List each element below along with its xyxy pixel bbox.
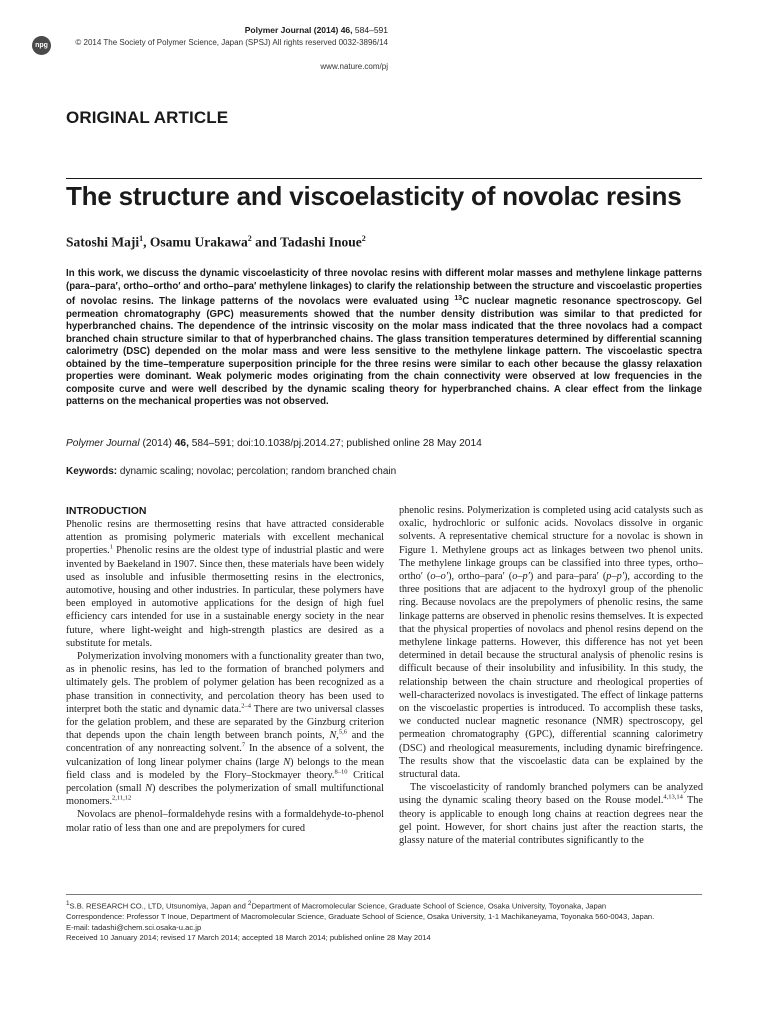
journal-year: (2014) xyxy=(313,25,339,35)
article-title: The structure and viscoelasticity of novolac resins xyxy=(66,181,682,211)
reference-link[interactable]: 4,13,14 xyxy=(663,794,683,802)
body-column-left xyxy=(66,518,384,835)
section-heading-introduction: INTRODUCTION xyxy=(66,505,147,517)
author-list xyxy=(66,234,366,251)
reference-link[interactable]: 8–10 xyxy=(334,768,348,776)
paragraph: The viscoelasticity of randomly branched polymers can be analyzed using the dynamic scaling theory based on the Rouse model.$^{4,13,14}$ The theory is applicable to enough long chains at reaction degrees near the gel point. However, for short chains just after the reaction starts, the glassy nature of the material contributes significantly to the xyxy=(399,782,703,847)
author-affiliation: 2 xyxy=(247,234,252,243)
author-name: Satoshi Maji xyxy=(66,234,140,250)
footnote-rule xyxy=(66,894,702,895)
npg-logo: npg xyxy=(32,36,51,55)
author-separator: and xyxy=(251,234,281,250)
copyright-line: © 2014 The Society of Polymer Science, Japan (SPSJ) All rights reserved 0032-3896/14 xyxy=(75,38,388,47)
reference-link[interactable]: 5,6 xyxy=(338,728,347,736)
paragraph: Polymerization involving monomers with a functionality greater than two, as in phenolic resins, has led to the formation of branched polymers and ultimately gels. The problem of polymer gelation has been recognized as a phase transition in connectivity, and percolation theory has been used to interpret both the static and dynamic data.$^{2-4}$ There are two universal classes for the gelation problem, and these are separated by the Ginzburg criterion that depends upon the chain length between branch points, N,$^{5,6}$ and the concentration of any nonreacting solvent.$^7$ In the absence of a solvent, the vulcanization of long linear polymer chains (large N) belongs to the mean field class and is modeled by the Flory–Stockmayer theory.$^{8-10}$ Critical percolation (small N) describes the polymerization of small multifunctional monomers.$^{2,11,12}$ xyxy=(66,651,384,808)
section-label: ORIGINAL ARTICLE xyxy=(66,108,229,127)
footnotes xyxy=(66,899,706,944)
citation-line: Polymer Journal (2014) 46, 584–591; doi:10.1038/pj.2014.27; published online 28 May 2014 xyxy=(66,438,482,449)
abstract: In this work, we discuss the dynamic viscoelasticity of three novolac resins with different molar masses and methylene linkage patterns (para–para′, ortho–ortho′ and ortho–para′ methylene linkages) to clarify the relationship between the structure and viscoelastic properties of novolac resins. The linkage patterns of the novolacs were evaluated using $^{13}$C nuclear magnetic resonance spectroscopy. Gel permeation chromatography (GPC) measurements showed that the number density distribution was similar to that predicted for hyperbranched chains. The dependence of the intrinsic viscosity on the molar mass indicated that the three novolacs had a compact branched chain structure similar to that of hyperbranched chains. The glass transition temperatures determined by differential scanning calorimetry (DSC) depended on the molar mass and were less sensitive to the methylene linkage pattern. The viscoelastic spectra obtained by the time–temperature superposition principle for the three resins were similar to each other because the glassy relaxation properties were dominant. Weak polymeric modes originating from the chain connectivity were observed at low frequencies in the composite curve and were well described by the dynamic scaling theory for hyperbranched chains. A clear effect from the linkage patterns on the mechanical properties was not observed. xyxy=(66,268,703,408)
journal-reference xyxy=(245,25,388,35)
paragraph: phenolic resins. Polymerization is completed using acid catalysts such as oxalic, hydrochloric or sulfonic acids. Novolacs dissolve in organic solvents. A representative chemical structure for a novolac is shown in Figure 1. Methylene groups act as linkages between two phenol units. The methylene linkage groups can be classified into three types, ortho–ortho′ (o–o′), ortho–para′ (o–p′) and para–para′ (p–p′), according to the three positions that are adjacent to the hydroxyl group of the phenolic ring. Because novolacs are the prepolymers of phenolic resins, the same linkage patterns are observed in phenolic resins themselves. It is expected that the physical properties of novolacs and phenol resins depend on the methylene linkage patterns. However, this difference has not yet been determined in detail because the structural analysis of phenolic resins is difficult because of their insolubility and infusibility. In this study, the relationship between the chain structure and rheological properties of well-characterized novolacs is investigated. The effect of linkage patterns on the viscoelastic properties is introduced. To accomplish these tasks, we conducted nuclear magnetic resonance (NMR) spectroscopy, gel permeation chromatography (GPC), differential scanning calorimetry (DSC) and rheological measurements, including dynamic birefringence. The results show that the viscoelastic data can be explained by the structural data. xyxy=(399,505,703,781)
correspondence: Correspondence: Professor T Inoue, Department of Macromolecular Science, Graduate School of Science, Osaka University, 1-1 Machikaneyama, Toyonaka 560-0043, Japan. xyxy=(66,912,655,922)
reference-link[interactable]: 7 xyxy=(241,742,246,750)
reference-link[interactable]: 2–4 xyxy=(241,702,252,710)
journal-url[interactable]: www.nature.com/pj xyxy=(320,62,388,71)
paragraph: Phenolic resins are thermosetting resins that have attracted considerable attention as promising polymeric materials with excellent mechanical properties.$^1$ Phenolic resins are the oldest type of industrial plastic and were invented by Baekeland in 1907. Since then, these materials have been widely used as insoluble and infusible thermosetting resins in the electronics, automotive, housing and other industries. In particular, these polymers have been employed in automotive applications for the design of high fuel efficiency cars intended for use in a sustainable energy society in the near future, where light-weight and high-strength plastics are desired as a substitute for metals. xyxy=(66,519,384,649)
journal-pages: 584–591 xyxy=(354,25,388,35)
author-name: Osamu Urakawa xyxy=(149,234,248,250)
title-rule xyxy=(66,178,702,179)
author-separator: , xyxy=(143,234,150,250)
journal-volume: 46, xyxy=(340,25,353,35)
author-affiliation: 1 xyxy=(139,234,144,243)
author-affiliation: 2 xyxy=(361,234,366,243)
journal-name: Polymer Journal xyxy=(244,25,312,35)
received-dates: Received 10 January 2014; revised 17 March 2014; accepted 18 March 2014; published online 28 May 2014 xyxy=(66,933,431,943)
author-name: Tadashi Inoue xyxy=(280,234,362,250)
body-column-right xyxy=(399,504,703,847)
affiliations: $^1$S.B. RESEARCH CO., LTD, Utsunomiya, Japan and $^2$Department of Macromolecular Science, Graduate School of Science, Osaka University, Toyonaka, Japan xyxy=(66,900,607,911)
paragraph: Novolacs are phenol–formaldehyde resins with a formaldehyde-to-phenol molar ratio of less than one and are prepolymers for cured xyxy=(66,809,384,834)
email-address[interactable]: E-mail: tadashi@chem.sci.osaka-u.ac.jp xyxy=(66,922,202,932)
reference-link[interactable]: 1 xyxy=(109,543,113,551)
keywords xyxy=(66,466,396,477)
keywords-label: Keywords: xyxy=(66,466,118,477)
reference-link[interactable]: 2,11,12 xyxy=(112,794,132,802)
keywords-list: dynamic scaling; novolac; percolation; random branched chain xyxy=(119,466,397,477)
